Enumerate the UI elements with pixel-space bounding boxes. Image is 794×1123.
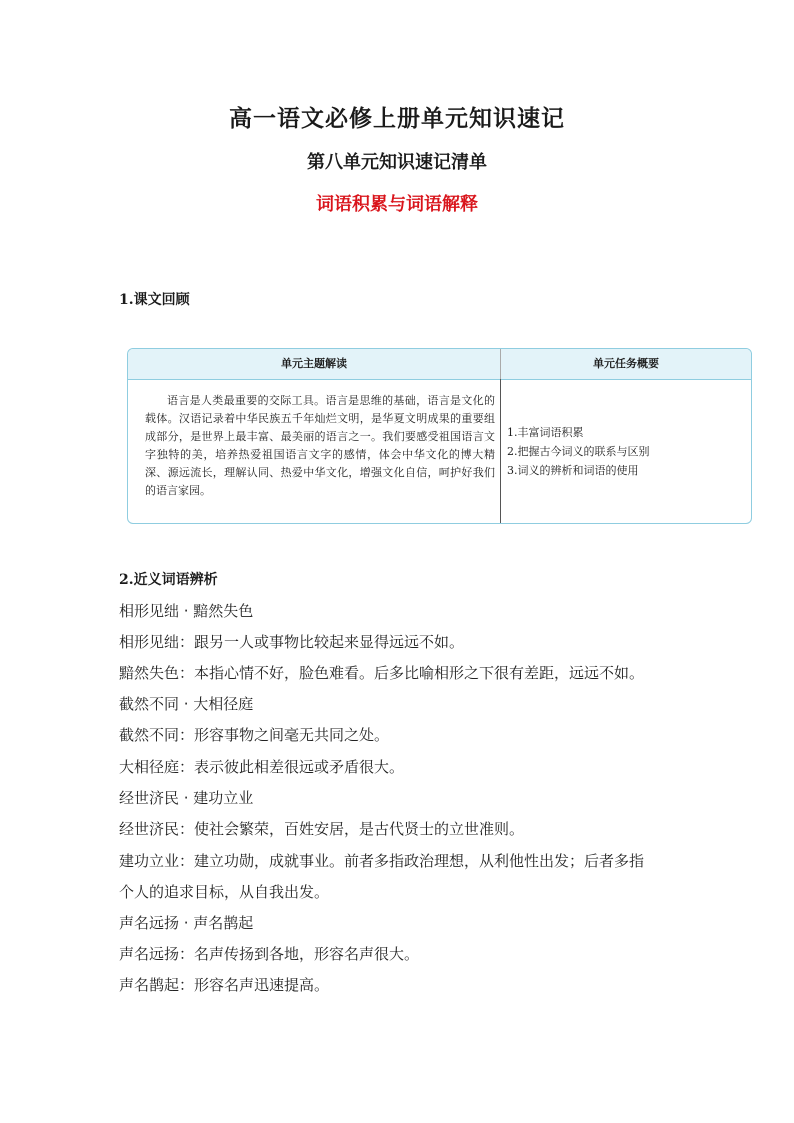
- document-title: 高一语文必修上册单元知识速记: [229, 105, 565, 132]
- task-item: 1.丰富词语积累: [507, 426, 584, 439]
- task-item: 3.词义的辨析和词语的使用: [507, 464, 639, 477]
- synonyms-heading: 2.近义词语辨析: [119, 572, 218, 588]
- word-pair-title: 声名远扬 · 声名鹊起: [119, 914, 254, 932]
- review-table: [127, 348, 752, 524]
- word-definition: 经世济民：使社会繁荣，百姓安居，是古代贤士的立世准则。: [119, 820, 525, 838]
- column-divider: [500, 379, 501, 523]
- theme-text: 语言是人类最重要的交际工具。语言是思维的基础，语言是文化的载体。汉语记录着中华民族五千年灿烂文明，是华夏文明成果的重要组成部分，是世界上最丰富、最美丽的语言之一。我们要感受祖国语言文字独特的美，培养热爱祖国语言文字的感情，体会中华文化的博大精深、源远流长，理解认同、热爱中华文化，增强文化自信，呵护好我们的语言家园。: [145, 394, 495, 497]
- word-definition: 截然不同：形容事物之间毫无共同之处。: [119, 726, 390, 744]
- table-header-theme: 单元主题解读: [281, 357, 347, 370]
- word-definition: 相形见绌：跟另一人或事物比较起来显得远远不如。: [119, 633, 465, 651]
- word-definition: 声名鹊起：形容名声迅速提高。: [119, 976, 330, 994]
- task-list: [507, 423, 747, 480]
- word-pair-title: 经世济民 · 建功立业: [119, 789, 254, 807]
- task-item: 2.把握古今词义的联系与区别: [507, 445, 650, 458]
- word-pair-title: 相形见绌 · 黯然失色: [119, 602, 254, 620]
- word-definition: 大相径庭：表示彼此相差很远或矛盾很大。: [119, 758, 405, 776]
- review-table-header: [128, 349, 751, 380]
- review-heading: 1.课文回顾: [119, 292, 190, 308]
- table-header-tasks: 单元任务概要: [593, 357, 659, 370]
- document-subtitle: 第八单元知识速记清单: [307, 152, 487, 173]
- word-definition-continued: 个人的追求目标，从自我出发。: [119, 883, 330, 901]
- word-definition: 黯然失色：本指心情不好，脸色难看。后多比喻相形之下很有差距，远远不如。: [119, 664, 645, 682]
- word-definition: 声名远扬：名声传扬到各地，形容名声很大。: [119, 945, 420, 963]
- word-pair-title: 截然不同 · 大相径庭: [119, 695, 254, 713]
- section-title: 词语积累与词语解释: [316, 194, 478, 215]
- word-definition: 建功立业：建立功勋，成就事业。前者多指政治理想，从利他性出发；后者多指: [119, 852, 645, 870]
